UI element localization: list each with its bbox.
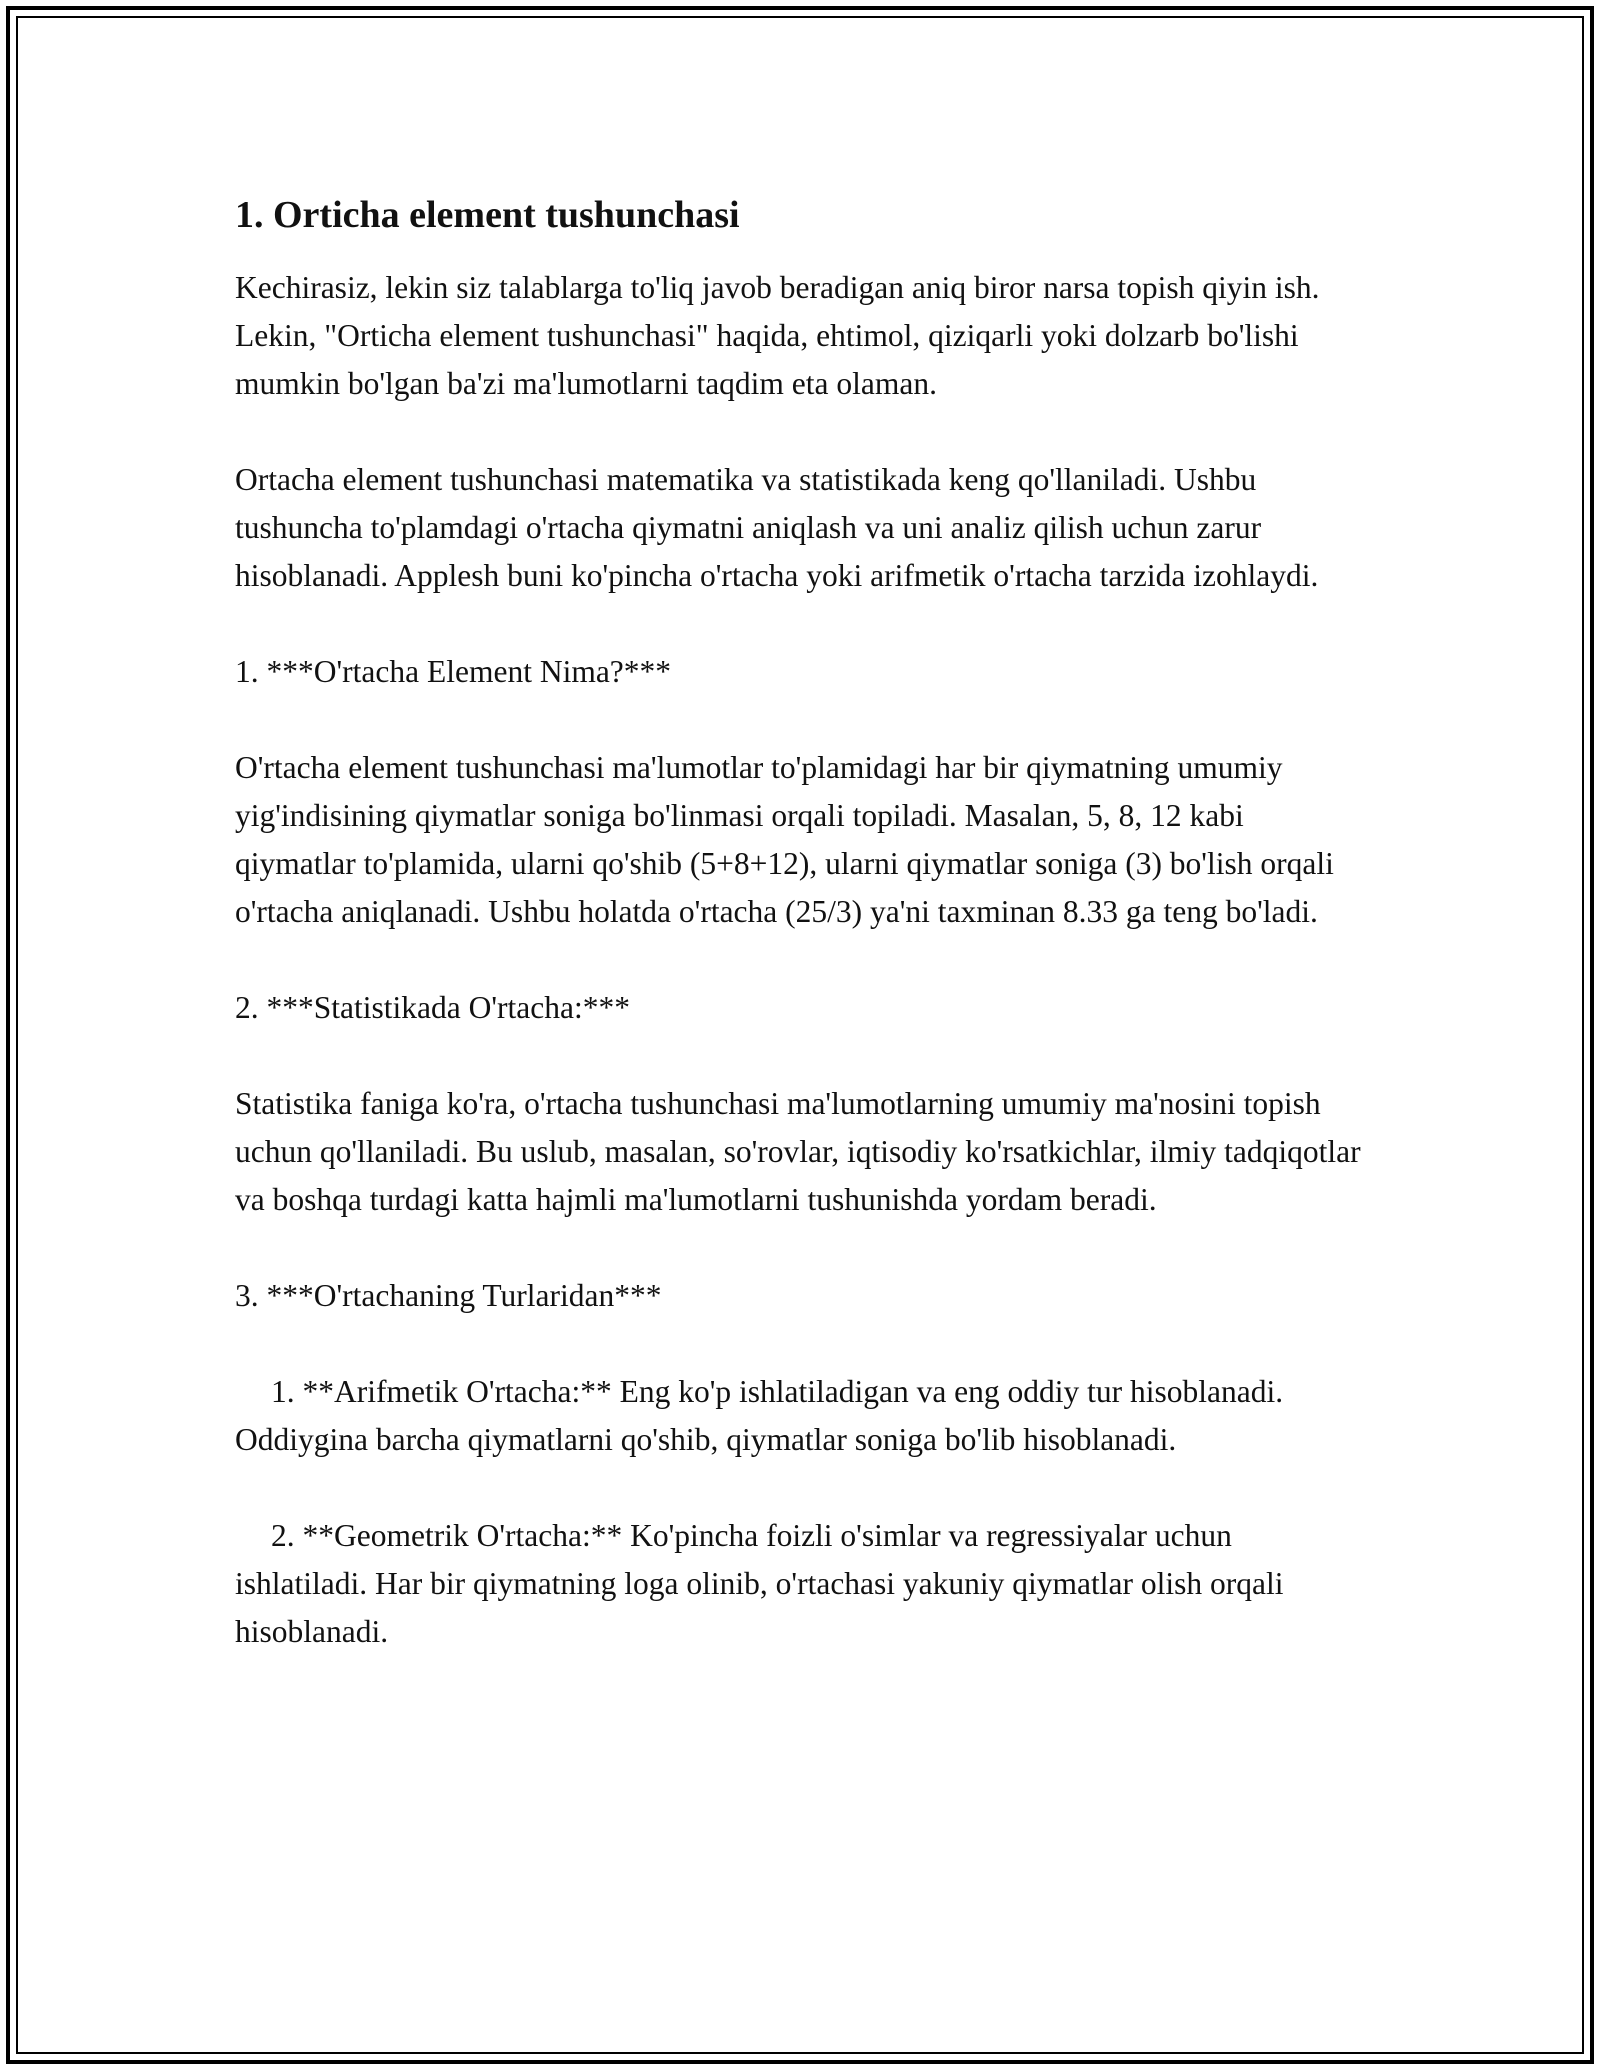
subsection-arithmetic: 1. **Arifmetik O'rtacha:** Eng ko'p ishlatiladigan va eng oddiy tur hisoblanadi. Oddiygina barcha qiymatlarni qo'shib, qiymatlar soniga bo'lib hisoblanadi. (235, 1374, 1284, 1457)
section-heading-1: 1. ***O'rtacha Element Nima?*** (235, 654, 672, 689)
document-body (235, 190, 1370, 1704)
section-body-2: Statistika faniga ko'ra, o'rtacha tushunchasi ma'lumotlarning umumiy ma'nosini topish uchun qo'llaniladi. Bu uslub, masalan, so'rovlar, iqtisodiy ko'rsatkichlar, ilmiy tadqiqotlar va boshqa turdagi katta hajmli ma'lumotlarni tushunishda yordam beradi. (235, 1086, 1361, 1217)
intro-paragraph: Kechirasiz, lekin siz talablarga to'liq javob beradigan aniq biror narsa topish qiyin ish. Lekin, "Orticha element tushunchasi" haqida, ehtimol, qiziqarli yoki dolzarb bo'lishi mumkin bo'lgan ba'zi ma'lumotlarni taqdim eta olaman. (235, 270, 1320, 401)
document-title: 1. Orticha element tushunchasi (235, 194, 740, 236)
subsection-geometric: 2. **Geometrik O'rtacha:** Ko'pincha foizli o'simlar va regressiyalar uchun ishlatiladi. Har bir qiymatning loga olinib, o'rtachasi yakuniy qiymatlar olish orqali hisoblanadi. (235, 1518, 1284, 1649)
section-body-1: O'rtacha element tushunchasi ma'lumotlar to'plamidagi har bir qiymatning umumiy yig'indisining qiymatlar soniga bo'linmasi orqali topiladi. Masalan, 5, 8, 12 kabi qiymatlar to'plamida, ularni qo'shib (5+8+12), ularni qiymatlar soniga (3) bo'lish orqali o'rtacha aniqlanadi. Ushbu holatda o'rtacha (25/3) ya'ni taxminan 8.33 ga teng bo'ladi. (235, 750, 1334, 929)
definition-paragraph: Ortacha element tushunchasi matematika va statistikada keng qo'llaniladi. Ushbu tushuncha to'plamdagi o'rtacha qiymatni aniqlash va uni analiz qilish uchun zarur hisoblanadi. Applesh buni ko'pincha o'rtacha yoki arifmetik o'rtacha tarzida izohlaydi. (235, 462, 1319, 593)
section-heading-2: 2. ***Statistikada O'rtacha:*** (235, 990, 630, 1025)
section-heading-3: 3. ***O'rtachaning Turlaridan*** (235, 1278, 662, 1313)
